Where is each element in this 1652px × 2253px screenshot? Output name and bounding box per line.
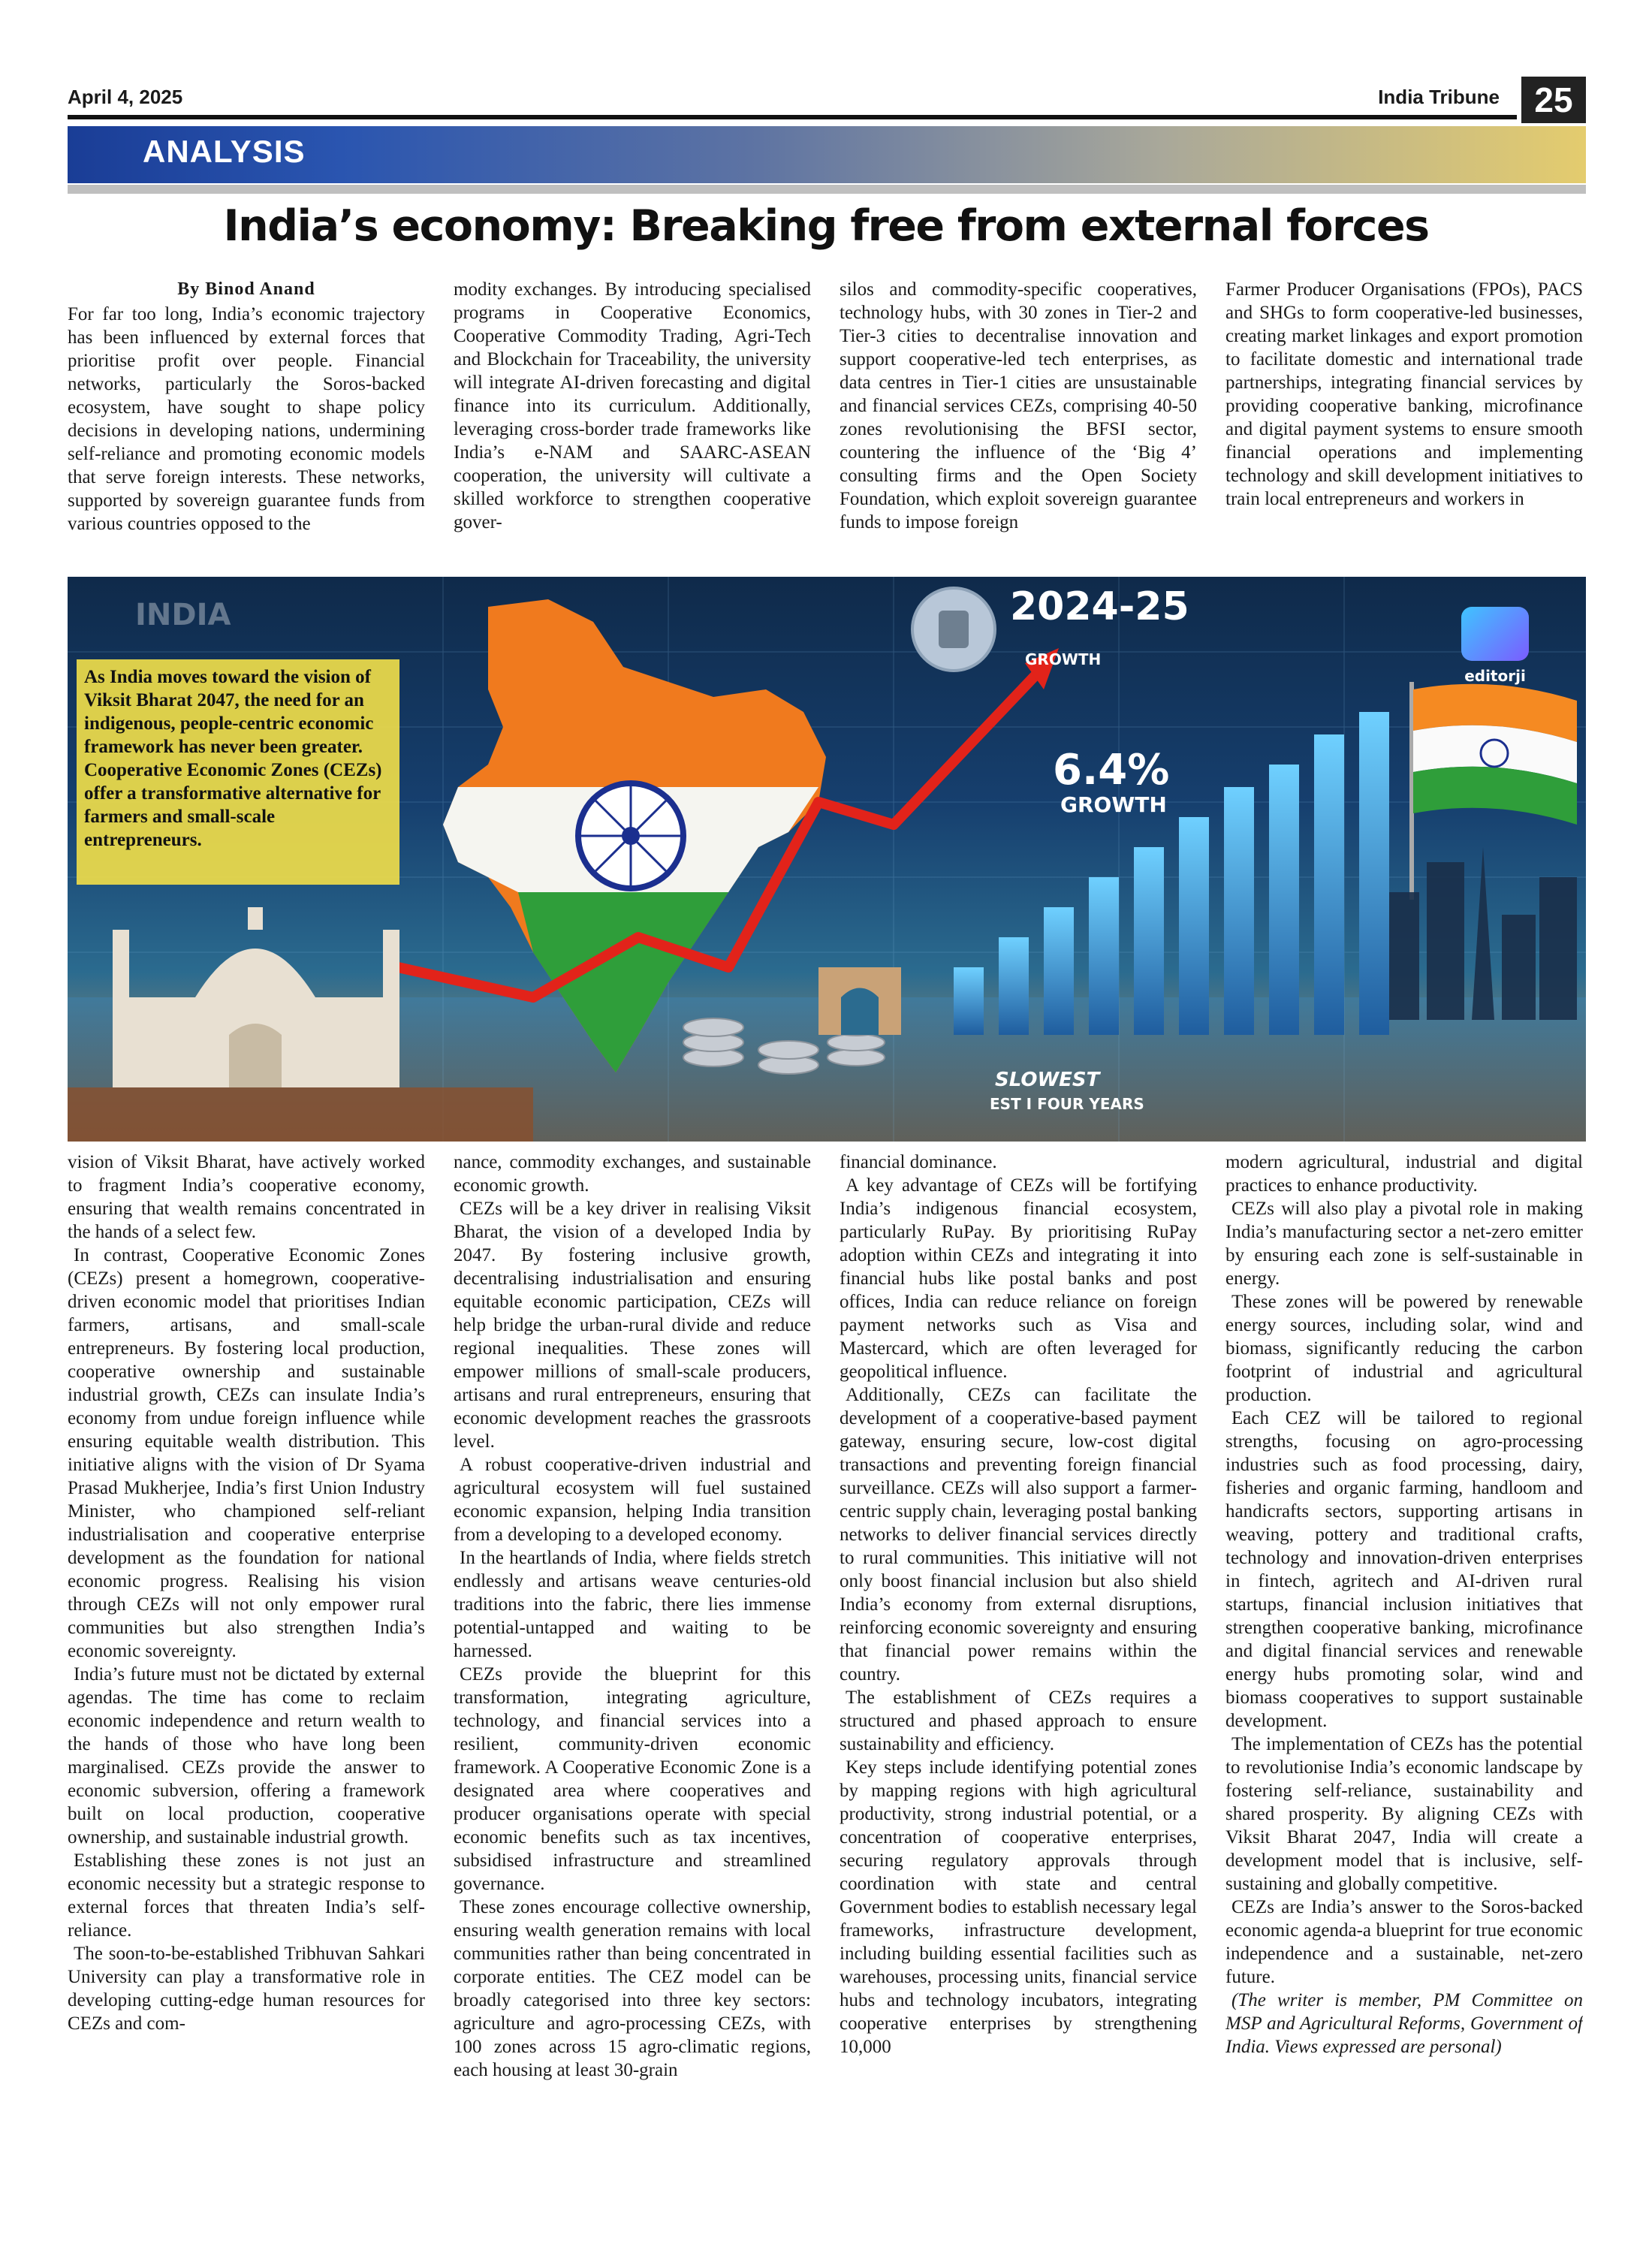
column-4-bottom xyxy=(1225,1151,1583,2202)
paragraph: The soon-to-be-established Tribhuvan Sahkari University can play a transformative role in developing cutting-edge human resources for CEZs and com- xyxy=(68,1944,425,2034)
banner-underline xyxy=(68,185,1586,194)
byline: By Binod Anand xyxy=(177,279,315,299)
paragraph: CEZs will be a key driver in realising Viksit Bharat, the vision of a developed India by 2047. By fostering inclusive growth, decentralising industrialisation and ensuring equitable economic participation, CEZs will help bridge the urban-rural divide and reduce regional inequalities. These zones will empower millions of small-scale producers, artisans and rural entrepreneurs, ensuring that economic development reaches the grassroots level. xyxy=(454,1199,811,1452)
growth-small-label: GROWTH xyxy=(1025,650,1102,668)
paragraph: In contrast, Cooperative Economic Zones (CEZs) present a homegrown, cooperative-driven economic model that prioritises Indian farmers, artisans, and small-scale entrepreneurs. By fostering local production, cooperative ownership and sustainable industrial growth, CEZs can insulate India’s economy from undue foreign influence while ensuring equitable wealth distribution. This initiative aligns with the vision of Dr Syama Prasad Mukherjee, India’s first Union Industry Minister, who championed self-reliant industrialisation and cooperative enterprise development as the foundation for national economic progress. Realising his vision through CEZs will not only empower rural communities but also strengthen India’s economic sovereignty. xyxy=(68,1245,425,1661)
logo-text: editorji xyxy=(1464,667,1526,685)
paragraph: A key advantage of CEZs will be fortifying India’s indigenous financial ecosystem, particularly RuPay. By prioritising RuPay adoption within CEZs and integrating it into financial hubs like postal banks and post offices, India can reduce reliance on foreign payment networks such as Visa and Mastercard, which are often leveraged for geopolitical influence. xyxy=(840,1175,1197,1382)
paragraph: Key steps include identifying potential zones by mapping regions with high agricultural productivity, strong industrial potential, or a concentration of cooperative enterprises, securing regulatory approvals through coordination with state and central Government bodies to establish necessary legal frameworks, infrastructure development, including building essential facilities such as warehouses, processing units, financial service hubs and technology incubators, integrating cooperative enterprises by strengthening 10,000 xyxy=(840,1757,1197,2057)
paragraph: These zones will be powered by renewable energy sources, including solar, wind and biomass, significantly reducing the carbon footprint of industrial and agricultural production. xyxy=(1225,1292,1583,1405)
four-years-label: EST I FOUR YEARS xyxy=(990,1095,1144,1113)
slowest-label: SLOWEST xyxy=(995,1069,1100,1091)
issue-date: April 4, 2025 xyxy=(68,86,183,108)
column-2-top xyxy=(454,278,811,572)
paragraph: India’s future must not be dictated by external agendas. The time has come to reclaim economic independence and return wealth to the hands of those who have long been marginalised. CEZs provide the answer to economic subversion, offering a framework built on local production, cooperative ownership, and sustainable industrial growth. xyxy=(68,1664,425,1847)
masthead-rule xyxy=(68,115,1517,119)
city-skyline xyxy=(1389,847,1577,1020)
paragraph: A robust cooperative-driven industrial and agricultural ecosystem will fuel sustained economic expansion, helping India transition from a developing to a developed economy. xyxy=(454,1455,811,1545)
paragraph: nance, commodity exchanges, and sustainable economic growth. xyxy=(454,1152,811,1196)
publication-name: India Tribune xyxy=(1378,86,1500,108)
growth-label: GROWTH xyxy=(1060,792,1167,817)
article-headline: India’s economy: Breaking free from external forces xyxy=(223,201,1429,251)
section-label: ANALYSIS xyxy=(143,134,306,169)
column-3-bottom xyxy=(840,1151,1197,2202)
page-number: 25 xyxy=(1521,77,1586,123)
column-3-top xyxy=(840,278,1197,572)
paragraph: CEZs will also play a pivotal role in making India’s manufacturing sector a net-zero emitter by ensuring each zone is self-sustainable in energy. xyxy=(1225,1199,1583,1289)
year-label: 2024-25 xyxy=(1010,584,1189,629)
growth-percentage: 6.4% xyxy=(1053,746,1170,795)
map-watermark: INDIA xyxy=(135,598,231,632)
paragraph: In the heartlands of India, where fields stretch endlessly and artisans weave centuries-old traditions into the fabric, there lies immense potential-untapped and waiting to be harnessed. xyxy=(454,1548,811,1661)
article-illustration xyxy=(68,577,1586,1142)
editorji-logo-icon xyxy=(1461,607,1529,661)
paragraph: The establishment of CEZs requires a structured and phased approach to ensure sustainability and efficiency. xyxy=(840,1687,1197,1754)
paragraph: Farmer Producer Organisations (FPOs), PACS and SHGs to form cooperative-led businesses, creating market linkages and export promotion to facilitate domestic and international trade partnerships, integrating financial services by providing cooperative banking, microfinance and digital payment systems to ensure smooth financial operations and implementing technology and skill development initiatives to train local entrepreneurs and workers in xyxy=(1225,279,1583,509)
paragraph: CEZs provide the blueprint for this transformation, integrating agriculture, technology, and financial services into a resilient, community-driven economic framework. A Cooperative Economic Zone is a designated area where cooperatives and producer organisations operate with special economic benefits such as tax incentives, subsidised infrastructure and streamlined governance. xyxy=(454,1664,811,1894)
column-4-top xyxy=(1225,278,1583,572)
paragraph: The implementation of CEZs has the potential to revolutionise India’s economic landscape by fostering self-reliance, sustainability and shared prosperity. By aligning CEZs with Viksit Bharat 2047, India will create a development model that is inclusive, self-sustaining and globally competitive. xyxy=(1225,1734,1583,1894)
paragraph: Each CEZ will be tailored to regional strengths, focusing on agro-processing industries such as food processing, dairy, fisheries and organic farming, handloom and handicrafts sectors, supporting artisans in weaving, pottery and traditional crafts, technology and innovation-driven enterprises in fintech, agritech and AI-driven rural startups, financial inclusion initiatives that strengthen cooperative banking, microfinance and digital financial services and renewable energy hubs promoting solar, wind and biomass cooperatives to support sustainable development. xyxy=(1225,1408,1583,1731)
paragraph: vision of Viksit Bharat, have actively worked to fragment India’s cooperative economy, ensuring that wealth remains concentrated in the hands of a select few. xyxy=(68,1152,425,1242)
paragraph: CEZs are India’s answer to the Soros-backed economic agenda-a blueprint for true economic independence and a sustainable, net-zero future. xyxy=(1225,1897,1583,1987)
image-caption: As India moves toward the vision of Viksit Bharat 2047, the need for an indigenous, people-centric economic framework has never been greater. Cooperative Economic Zones (CEZs) offer a transformative alternative for farmers and small-scale entrepreneurs. xyxy=(77,659,399,885)
column-2-bottom xyxy=(454,1151,811,2202)
column-1-bottom xyxy=(68,1151,425,2202)
paragraph: Additionally, CEZs can facilitate the development of a cooperative-based payment gateway, ensuring secure, low-cost digital transactions and preventing foreign financial surveillance. CEZs will also support a farmer-centric supply chain, leveraging postal banking networks to deliver financial services directly to rural communities. This initiative will not only boost financial inclusion but also shield India’s economy from external disruptions, reinforcing economic sovereignty and ensuring that financial power remains within the country. xyxy=(840,1385,1197,1684)
paragraph: modern agricultural, industrial and digital practices to enhance productivity. xyxy=(1225,1152,1583,1196)
section-banner xyxy=(68,126,1586,183)
paragraph: financial dominance. xyxy=(840,1152,997,1172)
editorji-logo xyxy=(1451,607,1539,697)
paragraph: These zones encourage collective ownership, ensuring wealth generation remains with local communities rather than being concentrated in corporate entities. The CEZ model can be broadly categorised into three key sectors: agriculture and agro-processing CEZs, with 100 zones across 15 agro-climatic regions, each housing at least 30-grain xyxy=(454,1897,811,2080)
author-credit: (The writer is member, PM Committee on MSP and Agricultural Reforms, Government of India. Views expressed are personal) xyxy=(1225,1990,1583,2057)
masthead xyxy=(68,81,1586,119)
paragraph: Establishing these zones is not just an economic necessity but a strategic response to external forces that threaten India’s self-reliance. xyxy=(68,1850,425,1941)
paragraph: silos and commodity-specific cooperatives, technology hubs, with 30 zones in Tier-2 and Tier-3 cities to decentralise innovation and support cooperative-led tech enterprises, as data centres in Tier-1 cities are unsustainable and financial services CEZs, comprising 40-50 zones revolutionising the BFSI sector, countering the influence of the ‘Big 4’ consulting firms and the Open Society Foundation, which exploit sovereign guarantee funds to impose foreign xyxy=(840,279,1197,532)
column-1-top xyxy=(68,278,425,572)
india-flag-icon xyxy=(1413,684,1577,825)
india-gate xyxy=(818,967,901,1035)
growth-bars xyxy=(954,712,1389,1035)
paragraph: For far too long, India’s economic trajectory has been influenced by external forces that prioritise profit over people. Financial networks, particularly the Soros-backed ecosystem, have sought to shape policy decisions in developing nations, undermining self-reliance and promoting economic models that serve foreign interests. These networks, supported by sovereign guarantee funds from various countries opposed to the xyxy=(68,304,425,534)
paragraph: modity exchanges. By introducing specialised programs in Cooperative Economics, Cooperative Commodity Trading, Agri-Tech and Blockchain for Traceability, the university will integrate AI-driven forecasting and digital finance into its curriculum. Additionally, leveraging cross-border trade frameworks like India’s e-NAM and SAARC-ASEAN cooperation, the university will cultivate a skilled workforce to strengthen cooperative gover- xyxy=(454,279,811,532)
taj-mahal xyxy=(113,907,399,1087)
